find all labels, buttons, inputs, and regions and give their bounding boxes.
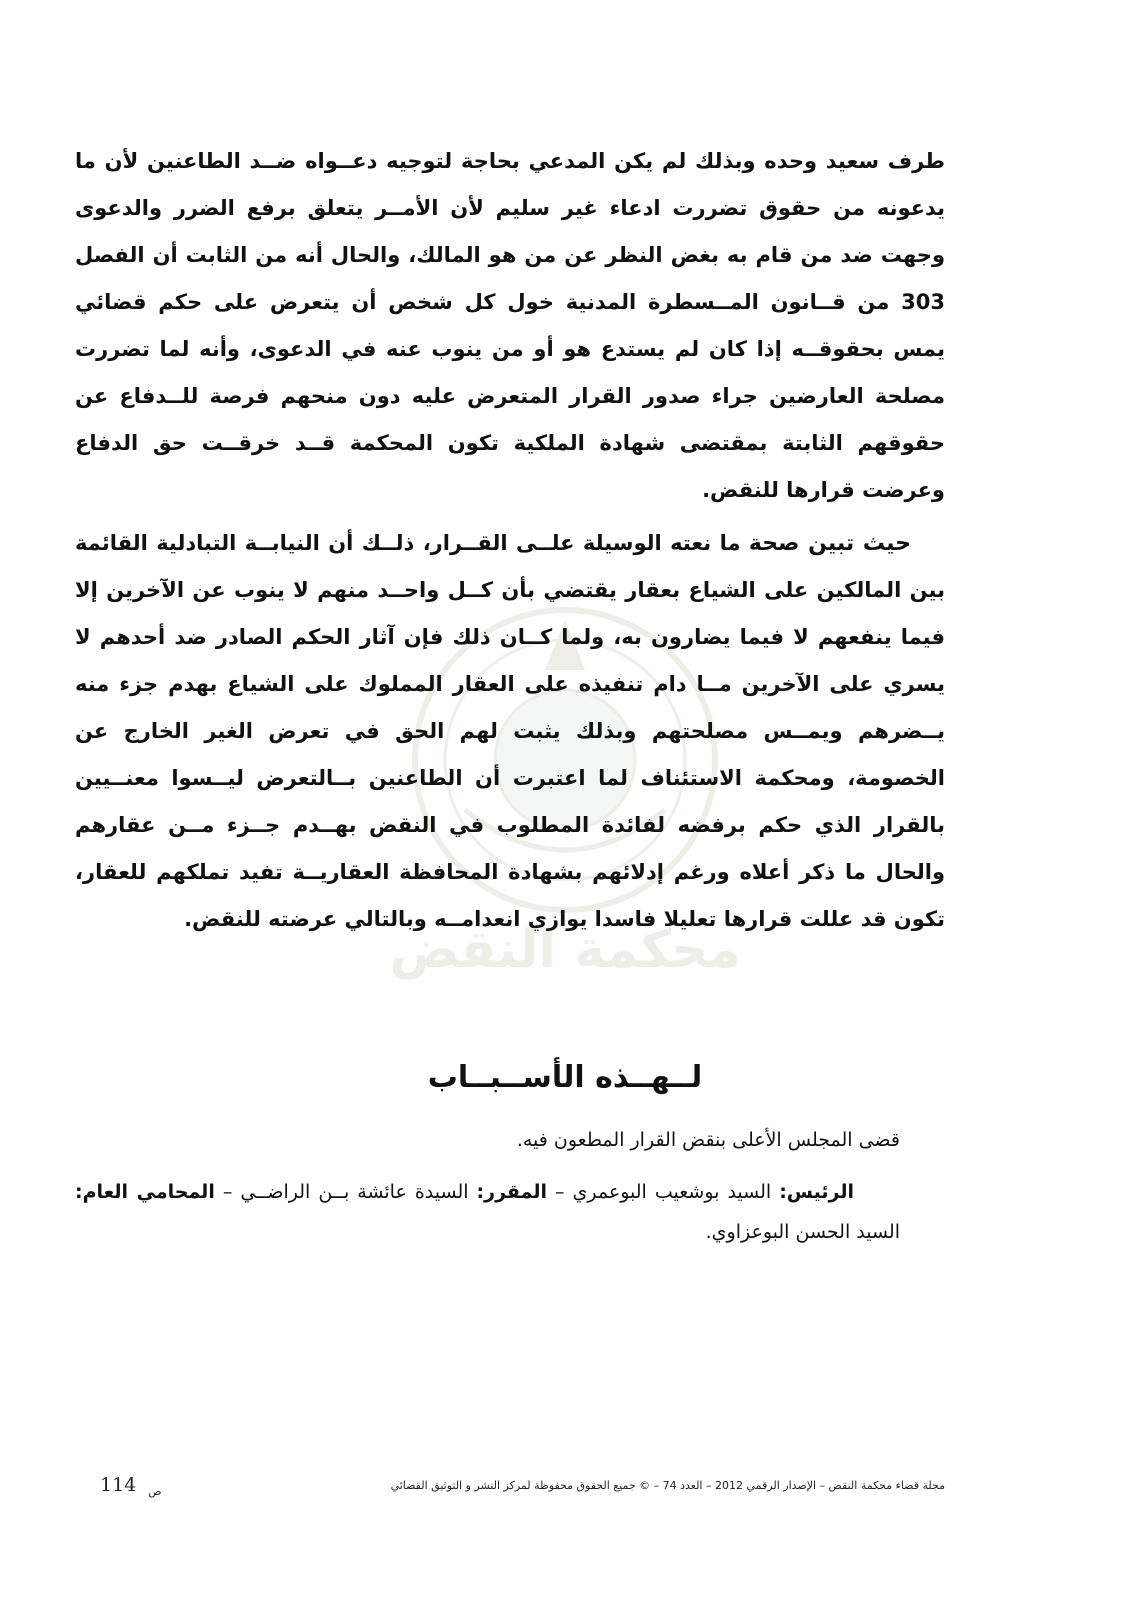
advocate-name: السيد الحسن البوعزاوي. bbox=[705, 1221, 900, 1243]
decision-text: قضى المجلس الأعلى بنقض القرار المطعون فيه. bbox=[516, 1129, 900, 1151]
court-panel bbox=[75, 1172, 900, 1252]
watermark-text: محكمة النقض bbox=[389, 920, 741, 980]
paragraph-2-text: ما نعته الوسيلة علــى القــرار، ذلــك أن النيابــة التبادلية القائمة بين المالكين على الشياع بعقار يقتضي بأن كــل واحــد منهم لا ينوب عن الآخرين إلا فيما ينفعهم لا فيما يضارون به، ولما كــان ذلك فإن آثار الحكم الصادر ضد أحدهم لا يسري على الآخرين مــا دام تنفيذه على العقار المملوك على الشياع بهدم جزء منه يــضرهم ويمــس مصلحتهم وبذلك يثبت لهم الحق في تعرض الغير الخارج عن الخصومة، ومحكمة الاستئناف لما اعتبرت أن الطاعنين بــالتعرض ليــسوا معنــيين بالقرار الذي حكم برفضه لفائدة المطلوب في النقض بهــدم جــزء مــن عقارهم والحال ما ذكر أعلاه ورغم إدلائهم بشهادة المحافظة العقاريــة تفيد تملكهم للعقار، تكون قد عللت قرارها تعليلا فاسدا يوازي انعدامــه وبالتالي عرضته للنقض. bbox=[75, 531, 945, 931]
president-label: الرئيس: bbox=[779, 1181, 855, 1203]
page-number: 114 bbox=[100, 1474, 137, 1496]
rapporteur-label: المقرر: bbox=[476, 1181, 547, 1203]
paragraph-1: طرف سعيد وحده وبذلك لم يكن المدعي بحاجة لتوجيه دعــواه ضــد الطاعنين لأن ما يدعونه من حقوق تضررت ادعاء غير سليم لأن الأمــر يتعلق برفع الضرر والدعوى وجهت ضد من قام به بغض النظر عن من هو المالك، والحال أنه من الثابت أن الفصل 303 من قــانون المــسطرة المدنية خول كل شخص أن يتعرض على حكم قضائي يمس بحقوقــه إذا كان لم يستدع هو أو من ينوب عنه في الدعوى، وأنه لما تضررت مصلحة العارضين جراء صدور القرار المتعرض عليه دون منحهم فرصة للــدفاع عن حقوقهم الثابتة بمقتضى شهادة الملكية تكون المحكمة قــد خرقــت حق الدفاع وعرضت قرارها للنقض. bbox=[75, 149, 945, 502]
rapporteur-name: السيدة عائشة بــن الراضــي – bbox=[214, 1181, 477, 1203]
page-number-block bbox=[100, 1474, 162, 1496]
section-heading: لــهــذه الأســبــاب bbox=[427, 1060, 703, 1095]
advocate-label: المحامي العام: bbox=[75, 1181, 215, 1203]
journal-credit: مجلة قضاء محكمة النقض – الإصدار الرقمي 2012 – العدد 74 – © جميع الحقوق محفوظة لمركز النشر و التوثيق القضائي bbox=[390, 1478, 945, 1492]
paragraph-2 bbox=[75, 520, 945, 943]
body-text bbox=[75, 138, 945, 943]
page-footer bbox=[100, 1470, 945, 1500]
ruling-block bbox=[75, 1120, 900, 1252]
page-prefix: ص bbox=[148, 1484, 162, 1498]
president-name: السيد بوشعيب البوعمري – bbox=[546, 1181, 780, 1203]
paragraph-2-lead: حيث تبين صحة bbox=[748, 531, 912, 556]
